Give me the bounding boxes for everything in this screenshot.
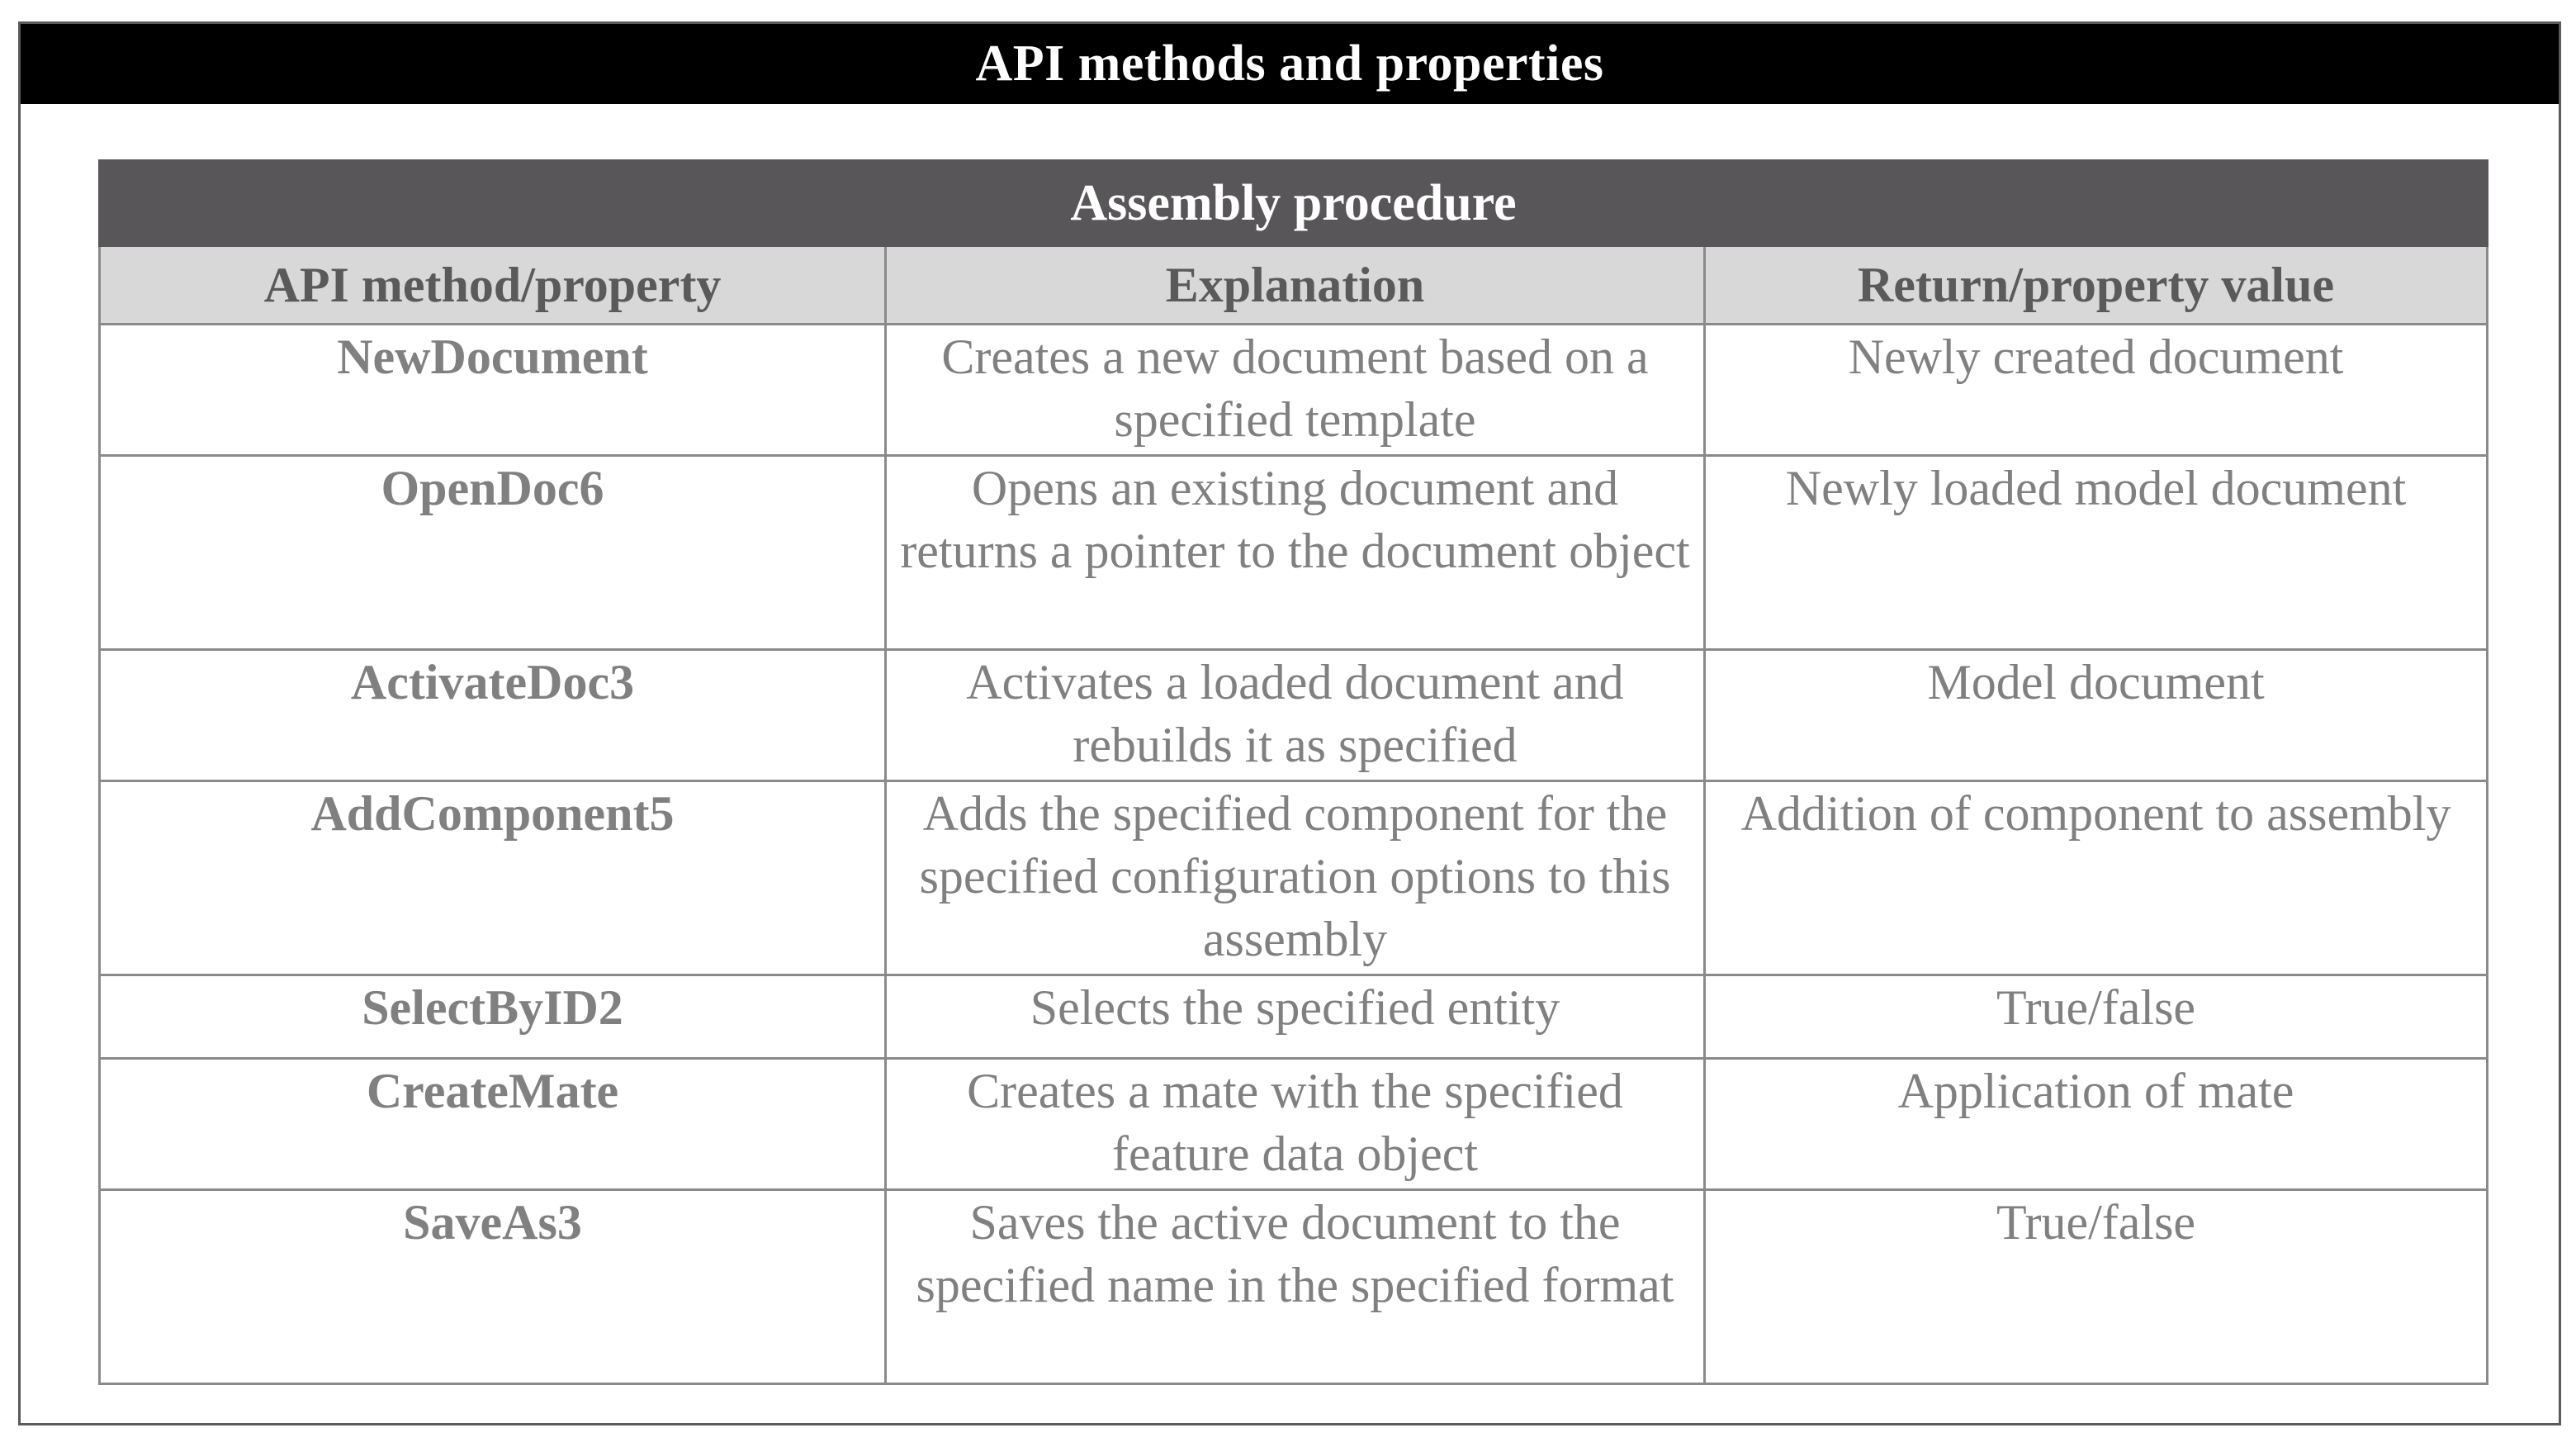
column-header-method: API method/property bbox=[100, 246, 886, 325]
table-row bbox=[100, 650, 2488, 781]
method-cell: OpenDoc6 bbox=[100, 456, 886, 650]
value-cell: Application of mate bbox=[1705, 1059, 2488, 1190]
explanation-cell: Selects the specified entity bbox=[886, 975, 1705, 1059]
value-cell: True/false bbox=[1705, 1190, 2488, 1384]
table-row bbox=[100, 781, 2488, 975]
method-cell: ActivateDoc3 bbox=[100, 650, 886, 781]
table-caption: Assembly procedure bbox=[100, 161, 2488, 246]
explanation-cell: Activates a loaded document and rebuilds it as specified bbox=[886, 650, 1705, 781]
explanation-cell: Saves the active document to the specified name in the specified format bbox=[886, 1190, 1705, 1384]
table-row bbox=[100, 325, 2488, 456]
api-table bbox=[98, 159, 2488, 1385]
table-row bbox=[100, 456, 2488, 650]
value-cell: Newly loaded model document bbox=[1705, 456, 2488, 650]
method-cell: SaveAs3 bbox=[100, 1190, 886, 1384]
value-cell: Newly created document bbox=[1705, 325, 2488, 456]
document-frame bbox=[18, 21, 2561, 1425]
column-header-explanation: Explanation bbox=[886, 246, 1705, 325]
table-row bbox=[100, 975, 2488, 1059]
column-header-value: Return/property value bbox=[1705, 246, 2488, 325]
method-cell: NewDocument bbox=[100, 325, 886, 456]
explanation-cell: Creates a new document based on a specified template bbox=[886, 325, 1705, 456]
value-cell: True/false bbox=[1705, 975, 2488, 1059]
value-cell: Addition of component to assembly bbox=[1705, 781, 2488, 975]
explanation-cell: Adds the specified component for the specified configuration options to this assembly bbox=[886, 781, 1705, 975]
value-cell: Model document bbox=[1705, 650, 2488, 781]
explanation-cell: Opens an existing document and returns a pointer to the document object bbox=[886, 456, 1705, 650]
method-cell: AddComponent5 bbox=[100, 781, 886, 975]
method-cell: CreateMate bbox=[100, 1059, 886, 1190]
explanation-cell: Creates a mate with the specified feature data object bbox=[886, 1059, 1705, 1190]
table-row bbox=[100, 1190, 2488, 1384]
page-title: API methods and properties bbox=[21, 24, 2559, 104]
table-caption-row bbox=[100, 161, 2488, 246]
table-row bbox=[100, 1059, 2488, 1190]
method-cell: SelectByID2 bbox=[100, 975, 886, 1059]
table-header-row bbox=[100, 246, 2488, 325]
